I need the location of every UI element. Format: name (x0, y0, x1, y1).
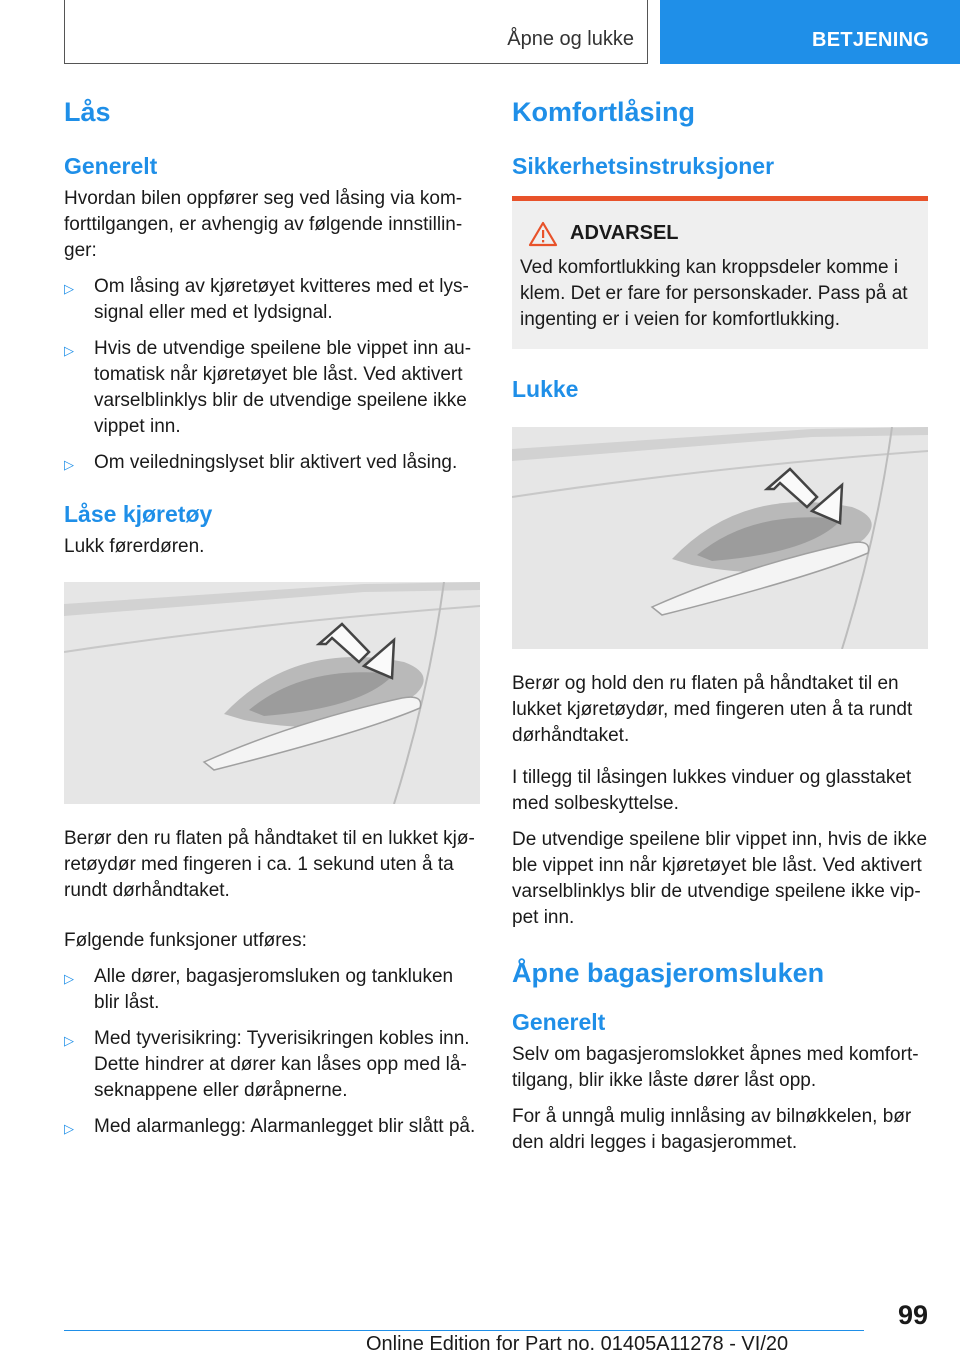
heading-lase-kjoretoy: Låse kjøretøy (64, 500, 213, 527)
heading-apne-bagasjeromsluken: Åpne bagasjeromsluken (512, 957, 825, 988)
list-item: ▷ Med tyverisikring: Tyverisikringen kobles inn. Dette hindrer at dører kan låses opp med lå-seknappene eller døråpnerne. (64, 1027, 470, 1101)
footer-rule (64, 1330, 864, 1331)
warning-box (512, 196, 928, 349)
generelt-intro: Hvordan bilen oppfører seg ved låsing via kom-forttilgangen, er avhengig av følgende innstillin-ger: (64, 187, 463, 261)
heading-generelt-2: Generelt (512, 1009, 606, 1036)
heading-lukke: Lukke (512, 375, 579, 402)
list-item: ▷ Alle dører, bagasjeromsluken og tankluken blir låst. (64, 965, 454, 1013)
triangle-bullet-icon: ▷ (64, 1032, 74, 1048)
settings-list (64, 274, 480, 476)
heading-komfortlasing: Komfortlåsing (512, 97, 696, 127)
lase-intro: Lukk førerdøren. (64, 535, 205, 557)
functions-intro: Følgende funksjoner utføres: (64, 929, 307, 951)
chapter-tab[interactable] (660, 0, 960, 64)
heading-generelt: Generelt (64, 152, 158, 179)
heading-sikkerhet: Sikkerhetsinstruksjoner (512, 152, 775, 179)
lukke-description: Berør og hold den ru flaten på håndtaket til en lukket kjøretøydør, med fingeren uten å ta rundt dørhåndtaket. (512, 672, 913, 746)
footer-edition: Online Edition for Part no. 01405A11278 - VI/20 (366, 1333, 789, 1355)
list-item: ▷ Om veiledningslyset blir aktivert ved låsing. (64, 450, 480, 476)
warning-triangle-icon (528, 221, 558, 247)
heading-las: Lås (64, 97, 111, 127)
triangle-bullet-icon: ▷ (64, 1120, 74, 1136)
section-title: Åpne og lukke (507, 28, 634, 50)
triangle-bullet-icon: ▷ (64, 280, 74, 296)
lukke-p2: I tillegg til låsingen lukkes vinduer og glasstaket med solbeskyttelse. (512, 766, 912, 814)
chapter-label: BETJENING (812, 29, 930, 51)
lase-description: Berør den ru flaten på håndtaket til en lukket kjø-retøydør med fingeren i ca. 1 sekund uten å ta rundt dørhåndtaket. (64, 827, 475, 901)
warning-label: ADVARSEL (570, 222, 679, 245)
lukke-p3: De utvendige speilene blir vippet inn, hvis de ikke ble vippet inn når kjøretøyet ble låst. Ved aktivert varselblinklys blir de utvendige speilene ikke vip-pet inn. (512, 828, 928, 928)
page-number: 99 (897, 1300, 928, 1330)
triangle-bullet-icon: ▷ (64, 456, 74, 472)
left-column (64, 96, 480, 1150)
triangle-bullet-icon: ▷ (64, 342, 74, 358)
functions-list (64, 964, 480, 1140)
door-handle-image (64, 582, 480, 804)
warning-text: Ved komfortlukking kan kroppsdeler komme i klem. Det er fare for personskader. Pass på at ingenting er i veien for komfortlukking. (520, 256, 908, 330)
door-handle-image (512, 427, 928, 649)
trunk-p2: For å unngå mulig innlåsing av bilnøkkelen, bør den aldri legges i bagasjerommet. (512, 1106, 912, 1154)
list-item: ▷ Om låsing av kjøretøyet kvitteres med et lys-signal eller med et lydsignal. (64, 275, 469, 323)
list-item: ▷ Hvis de utvendige speilene ble vippet inn au-tomatisk når kjøretøyet ble låst. Ved aktivert varselblinklys blir de utvendige speilene ikke vippet inn. (64, 337, 472, 437)
triangle-bullet-icon: ▷ (64, 970, 74, 986)
trunk-p1: Selv om bagasjeromslokket åpnes med komfort-tilgang, blir ikke låste dører låst opp. (512, 1044, 919, 1092)
list-item: ▷ Med alarmanlegg: Alarmanlegget blir slått på. (64, 1114, 480, 1140)
right-column (512, 96, 928, 1166)
